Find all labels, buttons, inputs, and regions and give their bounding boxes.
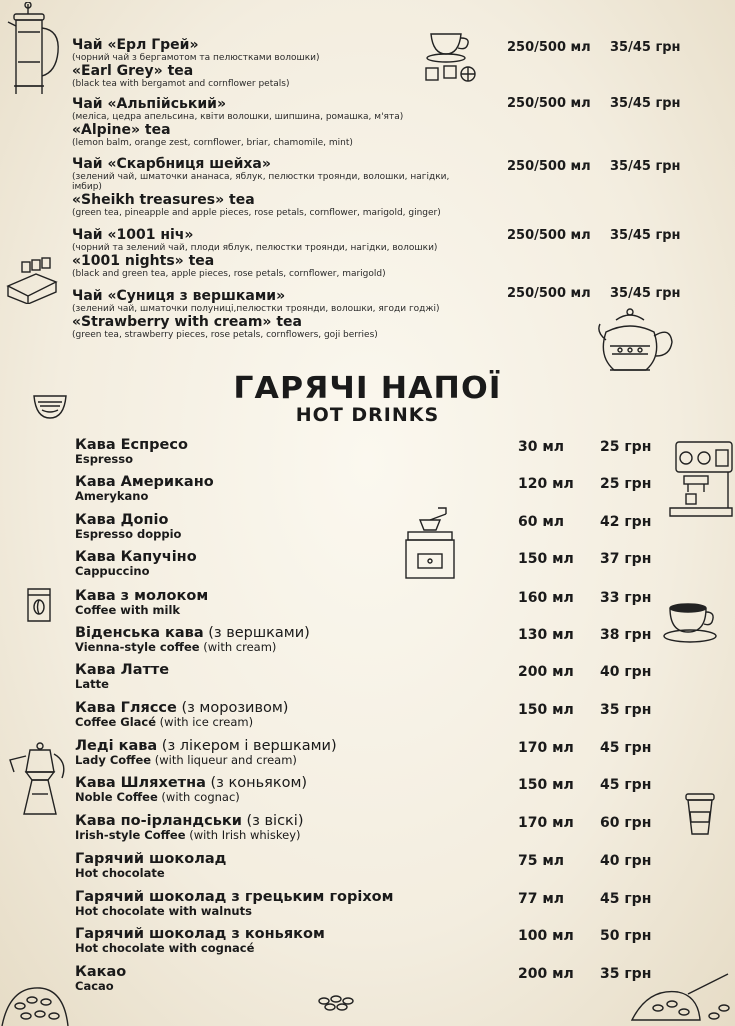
drink-name-en bbox=[75, 604, 475, 617]
drink-volume: 130 мл bbox=[518, 627, 574, 643]
tea-item bbox=[72, 97, 512, 148]
tea-price: 35/45 грн bbox=[610, 96, 681, 111]
drink-item bbox=[75, 474, 475, 503]
drink-volume: 60 мл bbox=[518, 514, 565, 530]
tea-volume: 250/500 мл bbox=[507, 159, 591, 174]
drink-volume: 77 мл bbox=[518, 891, 565, 907]
drink-volume: 150 мл bbox=[518, 551, 574, 567]
tea-desc-en: (green tea, pineapple and apple pieces, rose petals, cornflower, marigold, ginger) bbox=[72, 208, 441, 218]
drink-name-ua bbox=[75, 588, 475, 604]
drink-price: 25 грн bbox=[600, 476, 652, 492]
drink-name-ua-text: Віденська кава bbox=[75, 625, 204, 641]
drink-price: 33 грн bbox=[600, 590, 652, 606]
drink-name-ua bbox=[75, 437, 475, 453]
drink-note-ua: (з морозивом) bbox=[176, 700, 289, 716]
tea-volume: 250/500 мл bbox=[507, 286, 591, 301]
drink-name-en bbox=[75, 980, 475, 993]
drink-price: 45 грн bbox=[600, 891, 652, 907]
drink-name-ua bbox=[75, 926, 475, 942]
drink-name-en bbox=[75, 942, 475, 955]
tea-desc-ua: (меліса, цедра апельсина, квіти волошки, шипшина, ромашка, м'ята) bbox=[72, 112, 404, 122]
drink-item bbox=[75, 889, 475, 918]
drink-name-ua bbox=[75, 738, 475, 754]
drink-note-en: (with cognac) bbox=[157, 790, 240, 804]
drink-volume: 150 мл bbox=[518, 777, 574, 793]
tea-name-en: «Alpine» tea bbox=[72, 122, 171, 138]
teapot-icon bbox=[596, 306, 676, 378]
tea-desc-en: (lemon balm, orange zest, cornflower, briar, chamomile, mint) bbox=[72, 138, 353, 148]
drink-name-ua-text: Кава по-ірландськи bbox=[75, 813, 242, 829]
drink-name-ua bbox=[75, 474, 475, 490]
drink-price: 45 грн bbox=[600, 740, 652, 756]
drink-name-en-text: Irish-style Coffee bbox=[75, 828, 186, 842]
moka-pot-icon bbox=[6, 742, 72, 818]
drink-item bbox=[75, 851, 475, 880]
drink-name-en-text: Cappuccino bbox=[75, 564, 150, 578]
drink-name-ua bbox=[75, 775, 475, 791]
drink-note-en: (with ice cream) bbox=[156, 715, 254, 729]
cup-saucer-icon bbox=[662, 600, 722, 644]
drink-note-ua: (з коньяком) bbox=[205, 775, 308, 791]
drink-name-en-text: Coffee Glacé bbox=[75, 715, 157, 729]
tea-name-en: «Earl Grey» tea bbox=[72, 63, 194, 79]
tea-name-ua: Чай «Суниця з вершками» bbox=[72, 288, 286, 304]
tea-volume: 250/500 мл bbox=[507, 40, 591, 55]
drink-name-en-text: Lady Coffee bbox=[75, 753, 152, 767]
drink-name-ua-text: Кава Еспресо bbox=[75, 437, 188, 453]
drink-price: 60 грн bbox=[600, 815, 652, 831]
drink-name-en bbox=[75, 678, 475, 691]
drink-price: 37 грн bbox=[600, 551, 652, 567]
drink-name-ua-text: Леді кава bbox=[75, 738, 158, 754]
drink-item bbox=[75, 588, 475, 617]
drink-name-en-text: Hot chocolate bbox=[75, 866, 165, 880]
drink-name-en bbox=[75, 829, 475, 842]
drink-name-en bbox=[75, 716, 475, 729]
drink-name-en-text: Espresso doppio bbox=[75, 527, 182, 541]
drink-item bbox=[75, 775, 475, 804]
drink-name-ua bbox=[75, 662, 475, 678]
drink-note-en: (with Irish whiskey) bbox=[185, 828, 301, 842]
drink-name-ua-text: Кава Шляхетна bbox=[75, 775, 206, 791]
drink-volume: 120 мл bbox=[518, 476, 574, 492]
drink-volume: 150 мл bbox=[518, 702, 574, 718]
drink-name-ua-text: Гарячий шоколад з коньяком bbox=[75, 926, 325, 942]
drink-name-en bbox=[75, 641, 475, 654]
drink-name-ua bbox=[75, 964, 475, 980]
tea-desc-en: (black tea with bergamot and cornflower petals) bbox=[72, 79, 290, 89]
drink-name-ua-text: Кава Гляссе bbox=[75, 700, 177, 716]
drink-volume: 75 мл bbox=[518, 853, 565, 869]
drink-name-ua bbox=[75, 851, 475, 867]
drink-price: 45 грн bbox=[600, 777, 652, 793]
drink-item bbox=[75, 437, 475, 466]
tea-item bbox=[72, 157, 502, 218]
drink-price: 40 грн bbox=[600, 853, 652, 869]
drink-name-ua-text: Кава Капучіно bbox=[75, 549, 197, 565]
drink-name-en bbox=[75, 453, 475, 466]
drink-name-en-text: Espresso bbox=[75, 452, 133, 466]
tea-desc-ua: (зелений чай, шматочки ананаса, яблук, пелюстки троянди, волошки, нагідки, імбир) bbox=[72, 172, 450, 192]
drink-item bbox=[75, 700, 475, 729]
drink-name-en-text: Hot chocolate with cognacé bbox=[75, 941, 255, 955]
coffee-grinder-icon bbox=[402, 506, 458, 580]
tea-price: 35/45 грн bbox=[610, 159, 681, 174]
drink-price: 50 грн bbox=[600, 928, 652, 944]
drink-name-en bbox=[75, 490, 475, 503]
drink-item bbox=[75, 738, 475, 767]
drink-note-en: (with cream) bbox=[199, 640, 277, 654]
tea-volume: 250/500 мл bbox=[507, 228, 591, 243]
drink-name-en bbox=[75, 867, 475, 880]
tea-item bbox=[72, 289, 512, 340]
tea-desc-en: (black and green tea, apple pieces, rose petals, cornflower, marigold) bbox=[72, 269, 386, 279]
drink-name-ua bbox=[75, 889, 475, 905]
drink-name-ua-text: Кава Латте bbox=[75, 662, 170, 678]
drink-item bbox=[75, 926, 475, 955]
tea-volume: 250/500 мл bbox=[507, 96, 591, 111]
drink-name-en-text: Latte bbox=[75, 677, 109, 691]
drink-name-ua-text: Кава з молоком bbox=[75, 588, 209, 604]
coffee-cup-icon bbox=[32, 392, 72, 422]
drink-name-ua-text: Гарячий шоколад з грецьким горіхом bbox=[75, 889, 394, 905]
teacup-icon bbox=[425, 26, 477, 66]
drink-name-ua-text: Какао bbox=[75, 964, 127, 980]
drink-price: 40 грн bbox=[600, 664, 652, 680]
tea-item bbox=[72, 228, 512, 279]
drink-volume: 160 мл bbox=[518, 590, 574, 606]
drink-price: 38 грн bbox=[600, 627, 652, 643]
tea-name-en: «Sheikh treasures» tea bbox=[72, 192, 255, 208]
coffee-scoop-icon bbox=[628, 968, 733, 1024]
drink-name-en-text: Hot chocolate with walnuts bbox=[75, 904, 252, 918]
tea-desc-en: (green tea, strawberry pieces, rose petals, cornflowers, goji berries) bbox=[72, 330, 378, 340]
tea-price: 35/45 грн bbox=[610, 40, 681, 55]
tea-name-ua: Чай «1001 ніч» bbox=[72, 227, 194, 243]
drink-volume: 170 мл bbox=[518, 815, 574, 831]
drink-name-en-text: Cacao bbox=[75, 979, 114, 993]
drink-price: 35 грн bbox=[600, 702, 652, 718]
drink-volume: 30 мл bbox=[518, 439, 565, 455]
tea-name-ua: Чай «Альпійський» bbox=[72, 96, 227, 112]
tea-name-ua: Чай «Ерл Грей» bbox=[72, 37, 199, 53]
section-title-ua: ГАРЯЧІ НАПОЇ bbox=[233, 371, 502, 406]
coffee-beans-icon bbox=[316, 993, 356, 1013]
espresso-machine-icon bbox=[664, 436, 734, 520]
drink-note-ua: (з лікером і вершками) bbox=[157, 738, 337, 754]
coffee-bag-icon bbox=[24, 585, 54, 623]
drink-volume: 100 мл bbox=[518, 928, 574, 944]
tea-desc-ua: (чорний та зелений чай, плоди яблук, пелюстки троянди, нагідки, волошки) bbox=[72, 243, 438, 253]
drink-note-ua: (з віскі) bbox=[241, 813, 304, 829]
tea-desc-ua: (чорний чай з бергамотом та пелюстками волошки) bbox=[72, 53, 320, 63]
coffee-beans-icon bbox=[0, 962, 70, 1026]
tea-name-en: «1001 nights» tea bbox=[72, 253, 215, 269]
drink-volume: 170 мл bbox=[518, 740, 574, 756]
drink-name-en bbox=[75, 905, 475, 918]
tea-name-ua: Чай «Скарбниця шейха» bbox=[72, 156, 271, 172]
section-title-en: HOT DRINKS bbox=[295, 404, 440, 426]
drink-name-en-text: Noble Coffee bbox=[75, 790, 158, 804]
drink-volume: 200 мл bbox=[518, 664, 574, 680]
drink-name-en-text: Coffee with milk bbox=[75, 603, 181, 617]
drink-item bbox=[75, 813, 475, 842]
tea-price: 35/45 грн bbox=[610, 286, 681, 301]
tea-price: 35/45 грн bbox=[610, 228, 681, 243]
drink-name-en-text: Vienna-style coffee bbox=[75, 640, 200, 654]
drink-name-ua-text: Кава Допіо bbox=[75, 512, 169, 528]
drink-item bbox=[75, 662, 475, 691]
drink-name-en bbox=[75, 791, 475, 804]
drink-note-ua: (з вершками) bbox=[203, 625, 310, 641]
drink-name-ua-text: Кава Американо bbox=[75, 474, 214, 490]
tea-desc-ua: (зелений чай, шматочки полуниці,пелюстки троянди, волошки, ягоди годжі) bbox=[72, 304, 440, 314]
drink-name-en bbox=[75, 754, 475, 767]
sugar-cubes-icon bbox=[6, 256, 58, 304]
drink-name-en-text: Amerykano bbox=[75, 489, 149, 503]
tea-name-en: «Strawberry with cream» tea bbox=[72, 314, 302, 330]
drink-name-ua-text: Гарячий шоколад bbox=[75, 851, 227, 867]
drink-name-ua bbox=[75, 700, 475, 716]
drink-note-en: (with liqueur and cream) bbox=[151, 753, 297, 767]
french-press-icon bbox=[4, 2, 66, 98]
sugar-cubes-icon bbox=[424, 62, 480, 84]
drink-price: 42 грн bbox=[600, 514, 652, 530]
drink-price: 35 грн bbox=[600, 966, 652, 982]
drink-name-ua bbox=[75, 813, 475, 829]
drink-item bbox=[75, 964, 475, 993]
drink-item bbox=[75, 625, 475, 654]
drink-price: 25 грн bbox=[600, 439, 652, 455]
drink-name-ua bbox=[75, 625, 475, 641]
drink-volume: 200 мл bbox=[518, 966, 574, 982]
takeaway-cup-icon bbox=[684, 792, 716, 836]
